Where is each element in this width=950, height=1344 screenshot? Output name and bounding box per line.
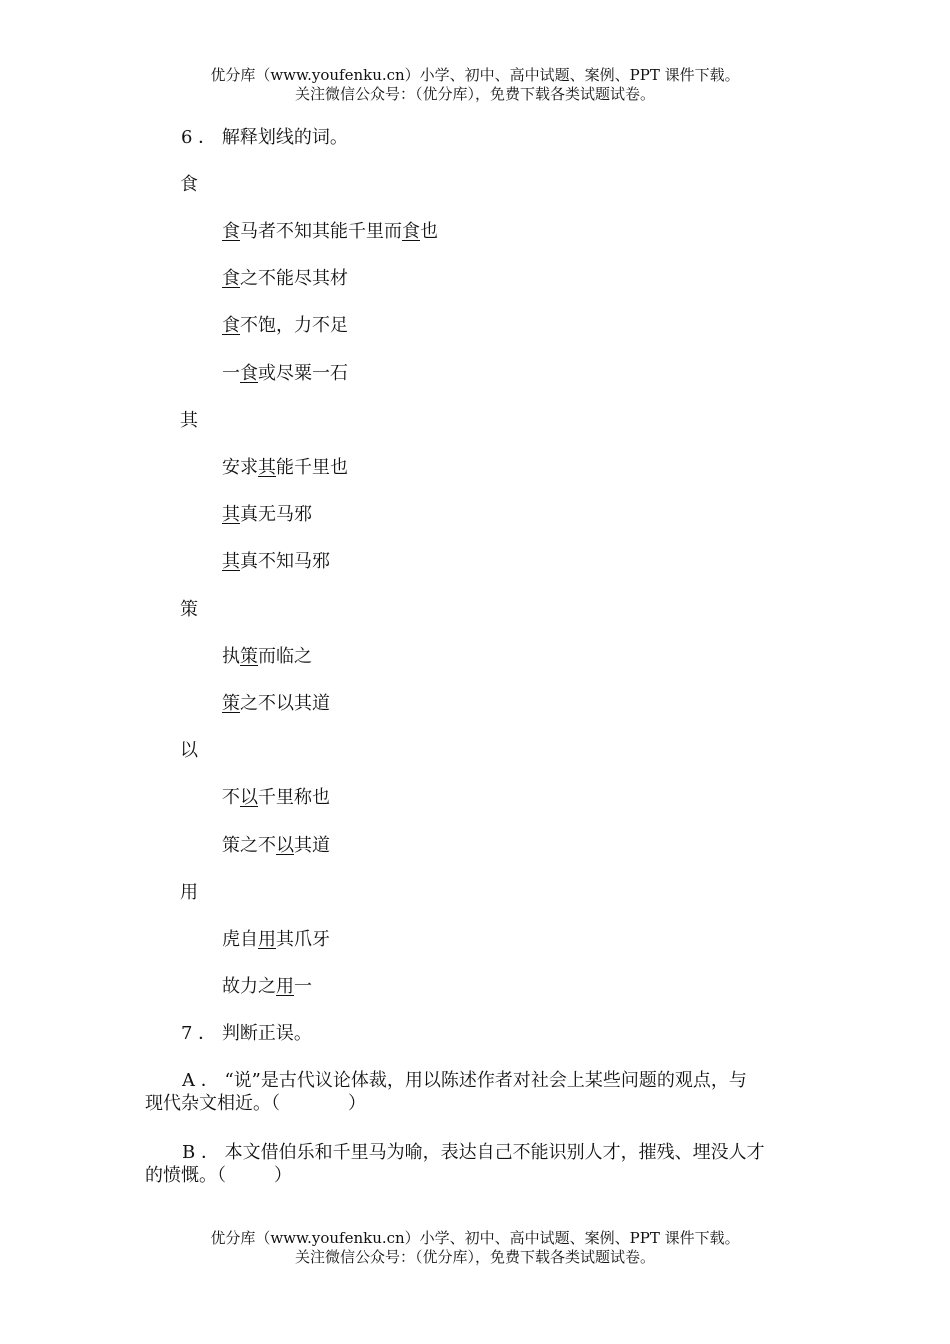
term-yi: 以 [180,740,198,761]
term-qi: 其 [180,410,198,431]
underlined-word: 用 [276,976,294,997]
example-sentence: 策之不以其道 [222,693,330,714]
page-header [0,66,950,104]
header-line-2: 关注微信公众号：（优分库），免费下载各类试题试卷。 [294,85,655,103]
example-sentence: 其真无马邪 [222,504,312,525]
example-sentence: 安求其能千里也 [222,457,348,478]
underlined-word: 食 [240,363,258,384]
example-sentence: 策之不以其道 [222,835,330,856]
footer-line-1: 优分库（www.youfenku.cn）小学、初中、高中试题、案例、PPT 课件下载。 [210,1229,740,1247]
example-sentence: 故力之用一 [222,976,312,997]
term-ce: 策 [180,599,198,620]
underlined-word: 食 [222,221,240,242]
statement-b-line-1: B ． 本文借伯乐和千里马为喻，表达自己不能识别人才，摧残、埋没人才 [182,1142,765,1163]
example-sentence: 一食或尽粟一石 [222,363,348,384]
example-sentence: 虎自用其爪牙 [222,929,330,950]
underlined-word: 食 [402,221,420,242]
question-6-title: 6 ． 解释划线的词。 [181,127,348,148]
term-shi: 食 [180,174,198,195]
underlined-word: 用 [258,929,276,950]
underlined-word: 策 [222,693,240,714]
page-footer [0,1229,950,1267]
underlined-word: 其 [222,504,240,525]
footer-line-2: 关注微信公众号：（优分库），免费下载各类试题试卷。 [294,1248,655,1266]
question-7-title: 7 ． 判断正误。 [181,1023,312,1044]
statement-a [145,1069,805,1115]
underlined-word: 以 [240,787,258,808]
underlined-word: 策 [240,646,258,667]
example-sentence: 食之不能尽其材 [222,268,348,289]
underlined-word: 以 [276,835,294,856]
underlined-word: 食 [222,268,240,289]
example-sentence: 不以千里称也 [222,787,330,808]
statement-a-line-1: A ． “说”是古代议论体裁，用以陈述作者对社会上某些问题的观点，与 [182,1070,747,1091]
header-line-1: 优分库（www.youfenku.cn）小学、初中、高中试题、案例、PPT 课件下载。 [210,66,740,84]
example-sentence: 食马者不知其能千里而食也 [222,221,438,242]
statement-b [145,1141,805,1187]
term-yong: 用 [180,882,198,903]
example-sentence: 执策而临之 [222,646,312,667]
statement-b-line-2: 的愤慨。（ ） [145,1165,292,1186]
underlined-word: 其 [222,551,240,572]
statement-a-line-2: 现代杂文相近。（ ） [145,1093,366,1114]
example-sentence: 其真不知马邪 [222,551,330,572]
underlined-word: 食 [222,315,240,336]
underlined-word: 其 [258,457,276,478]
example-sentence: 食不饱，力不足 [222,315,348,336]
